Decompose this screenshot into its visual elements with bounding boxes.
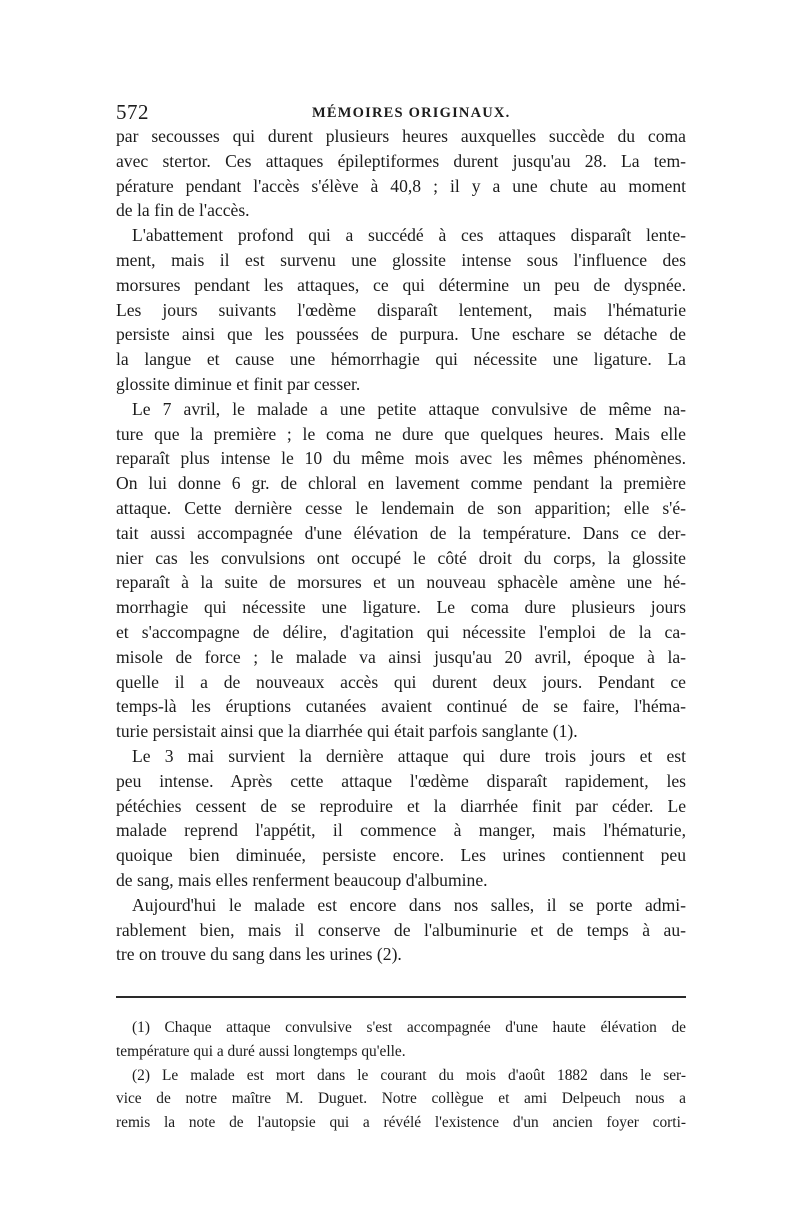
text-line: la langue et cause une hémorrhagie qui nécessite une ligature. La <box>116 349 686 370</box>
text-line: Aujourd'hui le malade est encore dans nos salles, il se porte admi- <box>132 894 686 915</box>
text-line: de la fin de l'accès. <box>116 200 250 221</box>
text-line: tait aussi accompagnée d'une élévation de la température. Dans ce der- <box>116 522 686 543</box>
footnote-line: remis la note de l'autopsie qui a révélé l'existence d'un ancien foyer corti- <box>116 1114 686 1132</box>
body-text <box>116 124 686 967</box>
footnote-line: vice de notre maître M. Duguet. Notre collègue et ami Delpeuch nous a <box>116 1090 686 1108</box>
text-line: ment, mais il est survenu une glossite intense sous l'influence des <box>116 249 686 270</box>
text-line: pétéchies cessent de se reproduire et la diarrhée finit par céder. Le <box>116 795 686 816</box>
text-line: reparaît plus intense le 10 du même mois avec les mêmes phénomènes. <box>116 448 686 469</box>
text-line: glossite diminue et finit par cesser. <box>116 373 361 394</box>
running-title: MÉMOIRES ORIGINAUX. <box>312 105 511 121</box>
text-line: avec stertor. Ces attaques épileptiformes durent jusqu'au 28. La tem- <box>116 150 686 171</box>
text-line: misole de force ; le malade va ainsi jusqu'au 20 avril, époque à la- <box>116 646 686 667</box>
footnote-separator-rule <box>116 996 686 998</box>
footnote-line: (1) Chaque attaque convulsive s'est accompagnée d'une haute élévation de <box>132 1019 686 1036</box>
text-line: temps-là les éruptions cutanées avaient continué de se faire, l'héma- <box>116 696 686 717</box>
text-line: persiste ainsi que les poussées de purpura. Une eschare se détache de <box>116 324 686 345</box>
text-line: Le 7 avril, le malade a une petite attaque convulsive de même na- <box>132 398 686 419</box>
footnotes <box>116 1016 686 1135</box>
text-line: par secousses qui durent plusieurs heures auxquelles succède du coma <box>116 126 686 146</box>
text-line: morsures pendant les attaques, ce qui détermine un peu de dyspnée. <box>116 274 686 295</box>
text-line: rablement bien, mais il conserve de l'albuminurie et de temps à au- <box>116 919 686 940</box>
text-line: morrhagie qui nécessite une ligature. Le coma dure plusieurs jours <box>116 597 686 618</box>
page-header <box>116 100 686 124</box>
text-line: attaque. Cette dernière cesse le lendemain de son apparition; elle s'é- <box>116 497 686 518</box>
text-line: turie persistait ainsi que la diarrhée qui était parfois sanglante (1). <box>116 721 578 742</box>
text-line: malade reprend l'appétit, il commence à manger, mais l'hématurie, <box>116 820 686 841</box>
text-line: reparaît à la suite de morsures et un nouveau sphacèle amène une hé- <box>116 572 686 593</box>
text-line: peu intense. Après cette attaque l'œdème disparaît rapidement, les <box>116 770 686 791</box>
text-line: quoique bien diminuée, persiste encore. Les urines contiennent peu <box>116 845 686 866</box>
text-line: tre on trouve du sang dans les urines (2). <box>116 944 402 965</box>
text-line: Le 3 mai survient la dernière attaque qui dure trois jours et est <box>132 745 686 766</box>
text-line: quelle il a de nouveaux accès qui durent deux jours. Pendant ce <box>116 671 686 692</box>
text-line: ture que la première ; le coma ne dure que quelques heures. Mais elle <box>116 423 686 444</box>
text-line: de sang, mais elles renferment beaucoup d'albumine. <box>116 869 488 890</box>
text-line: nier cas les convulsions ont occupé le côté droit du corps, la glossite <box>116 547 686 568</box>
text-line: On lui donne 6 gr. de chloral en lavement comme pendant la première <box>116 473 686 494</box>
text-line: L'abattement profond qui a succédé à ces attaques disparaît lente- <box>132 225 686 246</box>
page-number: 572 <box>116 100 149 124</box>
footnote-line: température qui a duré aussi longtemps qu'elle. <box>116 1042 406 1060</box>
footnote-line: (2) Le malade est mort dans le courant du mois d'août 1882 dans le ser- <box>132 1066 686 1084</box>
text-line: Les jours suivants l'œdème disparaît lentement, mais l'hématurie <box>116 299 686 320</box>
text-line: pérature pendant l'accès s'élève à 40,8 ; il y a une chute au moment <box>116 175 686 196</box>
text-line: et s'accompagne de délire, d'agitation qui nécessite l'emploi de la ca- <box>116 621 686 642</box>
